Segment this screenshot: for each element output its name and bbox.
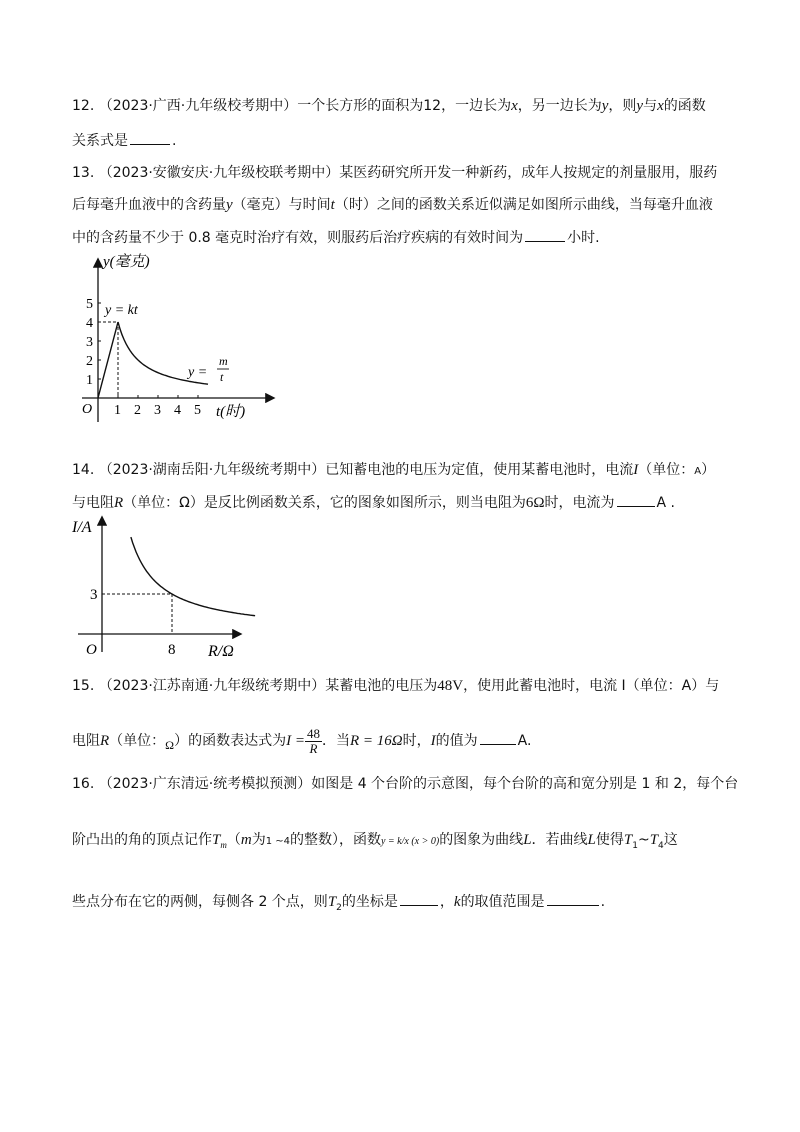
x-tick-label: 5 (194, 403, 201, 418)
answer-blank[interactable] (547, 891, 599, 906)
y-tick-label: 4 (86, 316, 93, 331)
q12-line2: 关系式是 . (72, 130, 176, 151)
curve-label: y = (188, 365, 208, 380)
var-R: R (114, 495, 124, 511)
x-axis-label: R/Ω (208, 643, 234, 660)
q16-number: 16. (72, 776, 95, 792)
y-tick-label: 2 (86, 354, 93, 369)
line-label: y = kt (105, 303, 138, 318)
origin-label: O (82, 402, 93, 417)
var-y: y (601, 98, 609, 114)
x-tick-label: 1 (114, 403, 121, 418)
answer-blank[interactable] (617, 492, 655, 507)
q15-line2: 电阻R（单位：Ω）的函数表达式为I = $\frac{48}{R}$ ．当R = 16Ω时，I的值为 A. (72, 725, 532, 756)
q15-source: （2023·江苏南通·九年级统考期中） (98, 678, 326, 694)
q16-line1: 16. （2023·广东清远·统考模拟预测）如图是 4 个台阶的示意图，每个台阶的高和宽分别是 1 和 2，每个台 (72, 776, 739, 792)
q12-line1: 12. （2023·广西·九年级校考期中）一个长方形的面积为12，一边长为x，另一边长为y，则y与x的函数 (72, 98, 706, 114)
q14-graph (68, 512, 258, 662)
answer-blank[interactable] (480, 730, 516, 745)
y-tick-label: 1 (86, 373, 93, 388)
q14-number: 14. (72, 462, 95, 478)
q16-source: （2023·广东清远·统考模拟预测） (98, 776, 312, 792)
var-L: L (587, 832, 596, 848)
y-axis-label: I/A (72, 519, 92, 536)
q13-number: 13. (72, 165, 95, 181)
var-R: R (100, 733, 110, 749)
y-tick-label: 5 (86, 297, 93, 312)
q16-line3: 些点分布在它的两侧，每侧各 2 个点，则$T_2$的坐标是 ，k的取值范围是 . (72, 888, 605, 916)
y-axis-label: y(毫克) (103, 254, 150, 270)
q13-line1: 13. （2023·安徽安庆·九年级校联考期中）某医药研究所开发一种新药，成年人按规定的剂量服用，服药 (72, 165, 718, 181)
q13-graph (68, 250, 288, 430)
var-x: x (657, 98, 664, 114)
x-axis-label: t(时) (216, 404, 246, 420)
var-m: m (240, 832, 252, 848)
q14-line2: 与电阻R（单位：Ω）是反比例函数关系，它的图象如图所示，则当电阻为6Ω时，电流为 A . (72, 492, 675, 513)
x-mark-label: 8 (168, 642, 176, 658)
q15-number: 15. (72, 678, 95, 694)
curve-label-num: m (219, 354, 228, 368)
x-tick-label: 4 (174, 403, 181, 418)
function-expression: y = k/x (x > 0) (380, 836, 440, 847)
q14-line1: 14. （2023·湖南岳阳·九年级统考期中）已知蓄电池的电压为定值，使用某蓄电池时，电流I（单位：A） (72, 462, 716, 478)
var-x: x (511, 98, 518, 114)
x-tick-label: 2 (134, 403, 141, 418)
x-tick-label: 3 (154, 403, 161, 418)
y-mark-label: 3 (90, 587, 98, 603)
fraction-48-over-R: $\frac{48}{R}$ (306, 725, 320, 756)
var-t: t (330, 197, 335, 213)
curve-label-den: t (220, 370, 224, 384)
var-I: I (430, 733, 436, 749)
q12-source: （2023·广西·九年级校考期中） (98, 98, 298, 114)
q13-line2: 后每毫升血液中的含药量y（毫克）与时间t（时）之间的函数关系近似满足如图所示曲线，当每毫升血液 (72, 197, 713, 213)
answer-blank[interactable] (400, 891, 438, 906)
q16-line2: 阶凸出的角的顶点记作$T_m(m$为1 ~4的整数），函数y = k/x (x > 0)的图象为曲线L．若曲线L使得$T_1\sim T_4$这 (72, 832, 678, 851)
q14-source: （2023·湖南岳阳·九年级统考期中） (98, 462, 326, 478)
y-tick-label: 3 (86, 335, 93, 350)
answer-blank[interactable] (130, 130, 170, 145)
origin-label: O (86, 642, 97, 658)
q15-line1: 15. （2023·江苏南通·九年级统考期中）某蓄电池的电压为48V，使用此蓄电池时，电流 I（单位：A）与 (72, 678, 720, 694)
q13-line3: 中的含药量不少于 0.8 毫克时治疗有效，则服药后治疗疾病的有效时间为 小时. (72, 227, 600, 248)
var-L: L (523, 832, 532, 848)
var-k: k (453, 894, 461, 910)
hyperbola-curve (131, 537, 255, 616)
q12-number: 12. (72, 98, 95, 114)
var-y: y (226, 197, 233, 213)
var-I: I (633, 462, 639, 478)
y-ticks (86, 297, 101, 388)
answer-blank[interactable] (525, 227, 565, 242)
var-y: y (636, 98, 644, 114)
q13-source: （2023·安徽安庆·九年级校联考期中） (98, 165, 340, 181)
